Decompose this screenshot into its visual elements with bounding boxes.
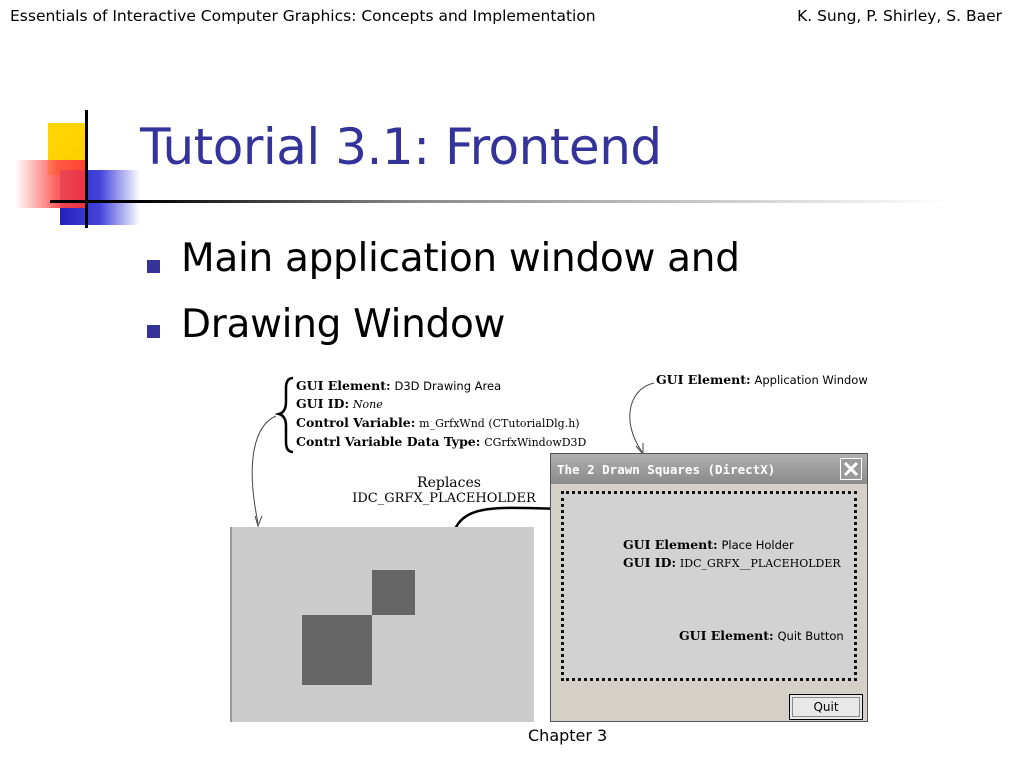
header-authors: K. Sung, P. Shirley, S. Baer <box>797 7 1002 25</box>
label-gui-id: GUI ID: <box>296 396 350 411</box>
application-window <box>550 453 868 722</box>
header-book-title: Essentials of Interactive Computer Graphics: Concepts and Implementation <box>10 7 596 25</box>
replaces-label: Replaces <box>417 475 481 491</box>
d3d-drawing-area <box>230 527 534 722</box>
label-gui-element: GUI Element: <box>623 537 718 552</box>
value-gui-element: Application Window <box>754 373 868 387</box>
window-title: The 2 Drawn Squares (DirectX) <box>557 462 776 477</box>
replaces-id: IDC_GRFX_PLACEHOLDER <box>352 491 536 506</box>
replaces-label-block <box>344 475 544 507</box>
small-square <box>372 570 415 615</box>
callout-arrow-drawing-area <box>252 416 276 523</box>
quit-callout <box>679 627 844 645</box>
callout-arrow-app-window <box>630 383 654 452</box>
value-gui-element: D3D Drawing Area <box>394 379 502 393</box>
label-gui-id: GUI ID: <box>623 555 677 570</box>
value-control-variable: m_GrfxWnd (CTutorialDlg.h) <box>419 417 580 430</box>
value-gui-id: IDC_GRFX__PLACEHOLDER <box>679 557 841 570</box>
callout-brace <box>279 378 293 452</box>
label-gui-element: GUI Element: <box>656 372 751 387</box>
label-control-variable: Control Variable: <box>296 415 416 430</box>
label-gui-element: GUI Element: <box>679 628 774 643</box>
drawing-area-callout <box>296 377 586 452</box>
value-gui-element: Quit Button <box>777 629 844 643</box>
slide-title: Tutorial 3.1: Frontend <box>140 118 662 176</box>
value-data-type: CGrfxWindowD3D <box>484 436 587 449</box>
label-data-type: Contrl Variable Data Type: <box>296 434 481 449</box>
value-gui-element: Place Holder <box>721 538 794 552</box>
label-gui-element: GUI Element: <box>296 378 391 393</box>
window-titlebar[interactable] <box>551 454 867 484</box>
app-window-callout <box>656 371 868 389</box>
close-icon <box>841 459 861 479</box>
bullet-item: Main application window and <box>181 236 740 281</box>
quit-button[interactable]: Quit <box>789 694 863 720</box>
graphics-placeholder <box>561 491 857 681</box>
value-gui-id: None <box>352 398 383 411</box>
slide-footer: Chapter 3 <box>528 726 608 745</box>
window-close-button[interactable] <box>840 458 862 480</box>
large-square <box>302 615 372 685</box>
placeholder-callout <box>623 536 841 573</box>
bullet-item: Drawing Window <box>181 302 506 347</box>
